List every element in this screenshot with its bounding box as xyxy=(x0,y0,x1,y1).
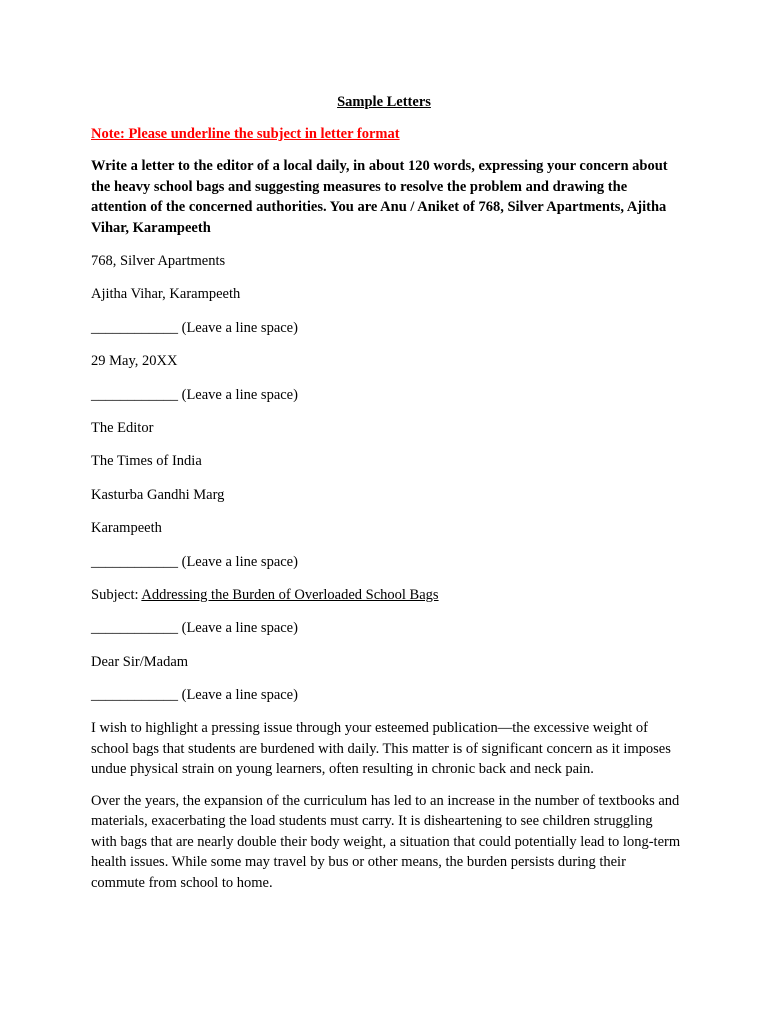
letter-date: 29 May, 20XX xyxy=(91,353,178,370)
task-prompt: Write a letter to the editor of a local daily, in about 120 words, expressing your concern about the heavy school bags and suggesting measures to resolve the problem and drawing the attention of the concerned authorities. You are Anu / Aniket of 768, Silver Apartments, Ajitha Vihar, Karampeeth xyxy=(91,158,668,236)
document-page xyxy=(91,91,691,904)
recipient-line2: The Times of India xyxy=(91,453,202,470)
subject-label: Subject: xyxy=(91,586,142,603)
document-title: Sample Letters xyxy=(337,94,431,110)
line-space-instruction: ____________ (Leave a line space) xyxy=(91,319,298,336)
line-space-instruction: ____________ (Leave a line space) xyxy=(91,687,298,704)
recipient-line3: Kasturba Gandhi Marg xyxy=(91,486,225,503)
line-space-instruction: ____________ (Leave a line space) xyxy=(91,620,298,637)
sender-address-line2: Ajitha Vihar, Karampeeth xyxy=(91,286,241,303)
salutation: Dear Sir/Madam xyxy=(91,653,189,670)
recipient-line1: The Editor xyxy=(91,419,154,436)
subject-text: Addressing the Burden of Overloaded School Bags xyxy=(141,586,439,603)
subject-line xyxy=(91,585,691,605)
recipient-line4: Karampeeth xyxy=(91,520,162,537)
line-space-instruction: ____________ (Leave a line space) xyxy=(91,553,298,570)
body-paragraph-2: Over the years, the expansion of the curriculum has led to an increase in the number of textbooks and materials, exacerbating the load students must carry. It is disheartening to see children struggling with bags that are nearly double their body weight, a situation that could potentially lead to long-term health issues. While some may travel by bus or other means, the burden persists during their commute from school to home. xyxy=(91,792,681,891)
line-space-instruction: ____________ (Leave a line space) xyxy=(91,386,298,403)
body-paragraph-1: I wish to highlight a pressing issue through your esteemed publication—the excessive weight of school bags that students are burdened with daily. This matter is of significant concern as it imposes undue physical strain on young learners, often resulting in chronic back and neck pain. xyxy=(91,720,671,778)
format-note: Note: Please underline the subject in letter format xyxy=(91,126,400,142)
sender-address-line1: 768, Silver Apartments xyxy=(91,253,226,269)
